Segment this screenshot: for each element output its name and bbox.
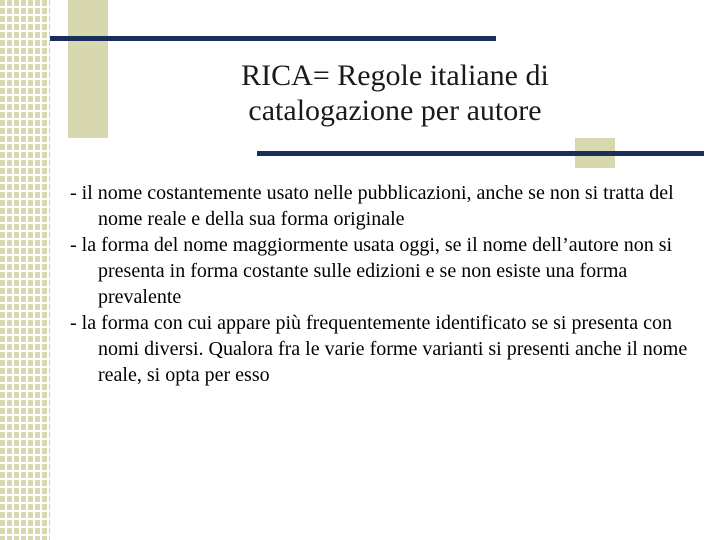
- list-item: - la forma con cui appare più frequentemente identificato se si presenta con nomi diversi. Qualora fra le varie forme varianti si presenti anche il nome reale, si opta per esso: [70, 312, 688, 386]
- title-line-2: catalogazione per autore: [248, 94, 542, 127]
- top-rule: [50, 36, 496, 41]
- list-item: - la forma del nome maggiormente usata oggi, se il nome dell’autore non si presenta in forma costante sulle edizioni e se non esiste una forma prevalente: [70, 234, 673, 308]
- title-line-1: RICA= Regole italiane di: [241, 59, 549, 92]
- top-decorative-block: [68, 0, 108, 138]
- slide-body: [70, 180, 710, 388]
- slide-title: [130, 58, 660, 128]
- left-decorative-stripe: [0, 0, 50, 540]
- list-item: - il nome costantemente usato nelle pubblicazioni, anche se non si tratta del nome reale e della sua forma originale: [70, 182, 674, 230]
- bottom-rule: [257, 151, 704, 156]
